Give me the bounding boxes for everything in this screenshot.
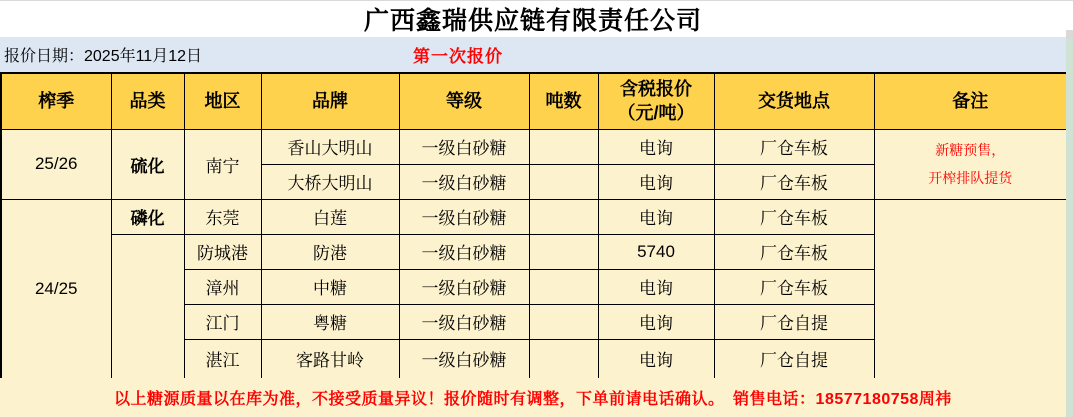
footer-notice-band <box>0 378 1066 417</box>
cell-delivery: 厂仓车板 <box>714 269 874 304</box>
cell-season: 24/25 <box>1 199 111 379</box>
cell-region: 防城港 <box>184 234 261 269</box>
cell-price: 电询 <box>598 164 714 199</box>
cell-tonnage <box>529 234 598 269</box>
scrollbar-top-cap <box>1066 30 1073 39</box>
header-row <box>1 73 1067 129</box>
table-row <box>1 129 1067 164</box>
cell-category: 硫化 <box>111 129 184 199</box>
page-title: 广西鑫瑞供应链有限责任公司 <box>363 7 702 35</box>
col-header-tonnage: 吨数 <box>529 73 598 129</box>
cell-grade: 一级白砂糖 <box>399 234 529 269</box>
cell-price: 电询 <box>598 304 714 339</box>
col-header-remark: 备注 <box>874 73 1067 129</box>
cell-grade: 一级白砂糖 <box>399 304 529 339</box>
price-table <box>0 72 1068 380</box>
col-header-grade: 等级 <box>399 73 529 129</box>
remark-line1: 新糖预售， <box>935 142 1006 158</box>
cell-region: 湛江 <box>184 339 261 379</box>
cell-category: 磷化 <box>111 199 184 234</box>
cell-season: 25/26 <box>1 129 111 199</box>
cell-brand: 大桥大明山 <box>261 164 399 199</box>
col-header-category: 品类 <box>111 73 184 129</box>
table-row <box>1 199 1067 234</box>
cell-region: 东莞 <box>184 199 261 234</box>
quote-round-label: 第一次报价 <box>413 47 503 66</box>
quote-date-label: 报价日期：2025年11月12日 <box>4 48 203 65</box>
company-title-bar <box>0 1 1066 37</box>
cell-delivery: 厂仓车板 <box>714 164 874 199</box>
cell-remark <box>874 199 1067 379</box>
footer-notice: 以上糖源质量以在库为准，不接受质量异议！报价随时有调整，下单前请电话确认。 销售电话：18577180758周祎 <box>114 391 952 408</box>
cell-grade: 一级白砂糖 <box>399 164 529 199</box>
cell-delivery: 厂仓车板 <box>714 234 874 269</box>
cell-grade: 一级白砂糖 <box>399 339 529 379</box>
col-header-delivery: 交货地点 <box>714 73 874 129</box>
cell-brand: 香山大明山 <box>261 129 399 164</box>
col-header-price-line2: （元/吨） <box>617 103 695 124</box>
quote-date-band <box>0 37 1066 72</box>
cell-price: 电询 <box>598 269 714 304</box>
cell-grade: 一级白砂糖 <box>399 269 529 304</box>
cell-tonnage <box>529 339 598 379</box>
cell-tonnage <box>529 304 598 339</box>
col-header-season: 榨季 <box>1 73 111 129</box>
col-header-price-line1: 含税报价 <box>620 78 692 99</box>
col-header-brand: 品牌 <box>261 73 399 129</box>
cell-region: 江门 <box>184 304 261 339</box>
cell-tonnage <box>529 199 598 234</box>
cell-price: 5740 <box>598 234 714 269</box>
cell-brand: 粤糖 <box>261 304 399 339</box>
cell-delivery: 厂仓自提 <box>714 339 874 379</box>
cell-brand: 中糖 <box>261 269 399 304</box>
cell-brand: 客路甘岭 <box>261 339 399 379</box>
cell-category <box>111 234 184 379</box>
cell-remark <box>874 129 1067 199</box>
cell-price: 电询 <box>598 129 714 164</box>
cell-region: 漳州 <box>184 269 261 304</box>
cell-delivery: 厂仓车板 <box>714 199 874 234</box>
cell-tonnage <box>529 129 598 164</box>
cell-brand: 防港 <box>261 234 399 269</box>
cell-brand: 白莲 <box>261 199 399 234</box>
cell-tonnage <box>529 164 598 199</box>
col-header-region: 地区 <box>184 73 261 129</box>
cell-price: 电询 <box>598 199 714 234</box>
cell-delivery: 厂仓自提 <box>714 304 874 339</box>
vertical-scrollbar[interactable] <box>1066 30 1073 417</box>
cell-delivery: 厂仓车板 <box>714 129 874 164</box>
cell-grade: 一级白砂糖 <box>399 129 529 164</box>
cell-tonnage <box>529 269 598 304</box>
cell-grade: 一级白砂糖 <box>399 199 529 234</box>
col-header-price <box>598 73 714 129</box>
cell-region: 南宁 <box>184 129 261 199</box>
remark-line2: 开榨排队提货 <box>928 170 1013 186</box>
cell-price: 电询 <box>598 339 714 379</box>
